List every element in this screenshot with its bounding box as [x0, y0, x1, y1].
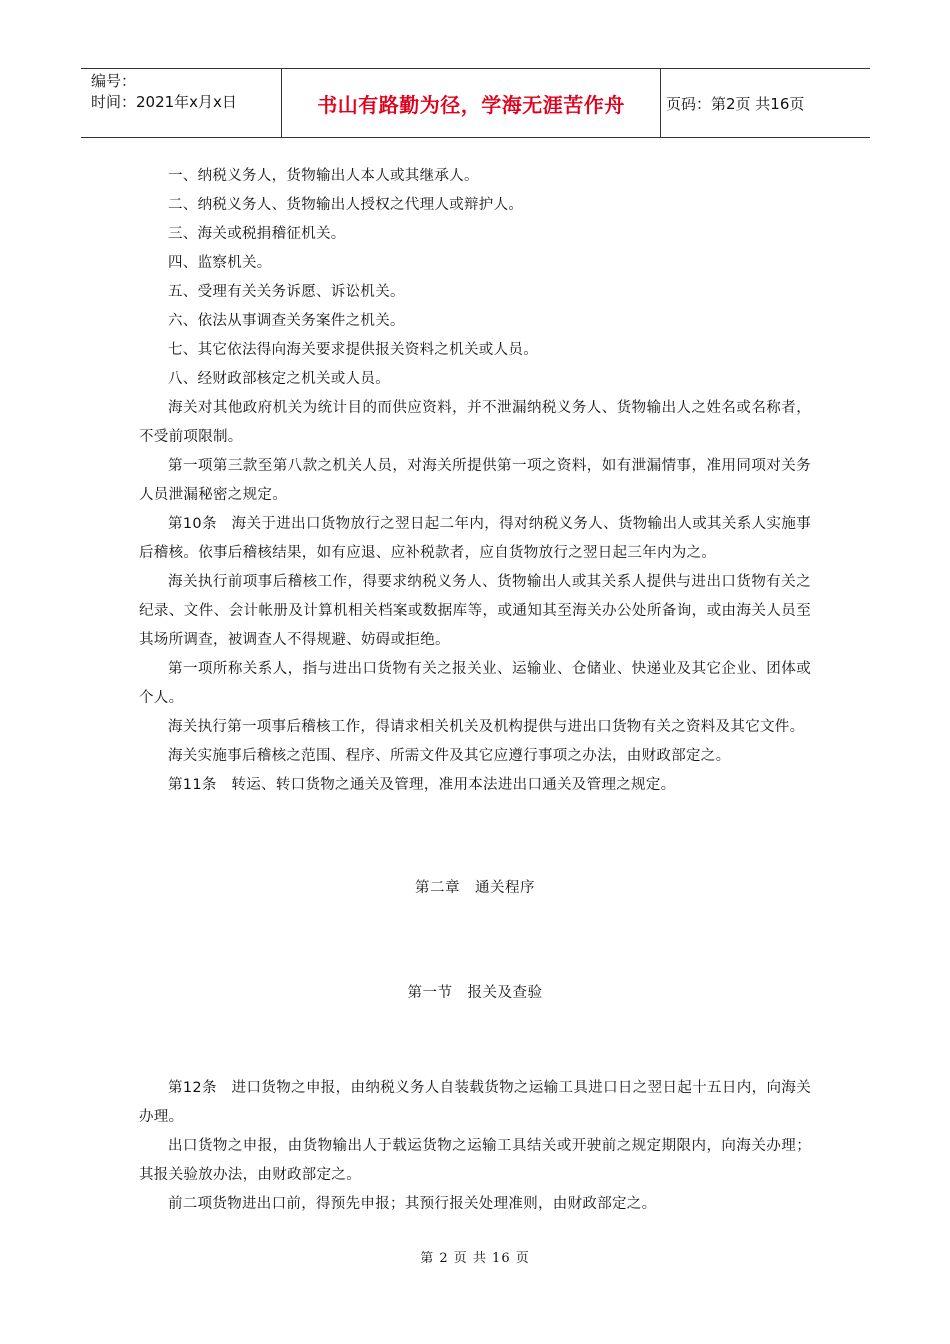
- paragraph: 第一项所称关系人，指与进出口货物有关之报关业、运输业、仓储业、快递业及其它企业、团体或个人。: [139, 661, 811, 706]
- chapter-title: 第二章 通关程序: [415, 880, 535, 896]
- header-motto: 书山有路勤为径，学海无涯苦作舟: [317, 92, 625, 117]
- paragraph: 二、纳税义务人、货物输出人授权之代理人或辩护人。: [168, 197, 524, 213]
- paragraph: 四、监察机关。: [168, 255, 272, 271]
- paragraph: 海关执行前项事后稽核工作，得要求纳税义务人、货物输出人或其关系人提供与进出口货物有关之纪录、文件、会计帐册及计算机相关档案或数据库等，或通知其至海关办公处所备询，或由海关人员至其场所调查，被调查人不得规避、妨碍或拒绝。: [139, 574, 811, 648]
- paragraph: 三、海关或税捐稽征机关。: [168, 226, 346, 242]
- header-motto-cell: [282, 69, 661, 137]
- section-body: [139, 1074, 811, 1219]
- header-meta: [81, 69, 282, 137]
- page-footer: 第 2 页 共 16 页: [420, 1251, 530, 1266]
- paragraph: 七、其它依法得向海关要求提供报关资料之机关或人员。: [168, 342, 538, 358]
- paragraph: 五、受理有关关务诉愿、诉讼机关。: [168, 284, 405, 300]
- header-page-info: 页码：第2页 共16页: [666, 94, 805, 113]
- paragraph: 海关对其他政府机关为统计目的而供应资料，并不泄漏纳税义务人、货物输出人之姓名或名称者，不受前项限制。: [139, 400, 811, 445]
- paragraph: 海关实施事后稽核之范围、程序、所需文件及其它应遵行事项之办法，由财政部定之。: [168, 748, 731, 764]
- article-10: 第10条 海关于进出口货物放行之翌日起二年内，得对纳税义务人、货物输出人或其关系人实施事后稽核。依事后稽核结果，如有应退、应补税款者，应自货物放行之翌日起三年内为之。: [139, 516, 811, 561]
- document-number-label: 编号：: [91, 72, 137, 90]
- paragraph: 前二项货物进出口前，得预先申报；其预行报关处理准则，由财政部定之。: [168, 1196, 657, 1212]
- paragraph: 八、经财政部核定之机关或人员。: [168, 371, 390, 387]
- document-date: 时间：2021年x月x日: [91, 93, 237, 111]
- page-header: [81, 68, 870, 138]
- article-11: 第11条 转运、转口货物之通关及管理，准用本法进出口通关及管理之规定。: [168, 777, 676, 793]
- paragraph: 海关执行第一项事后稽核工作，得请求相关机关及机构提供与进出口货物有关之资料及其它文件。: [168, 719, 805, 735]
- document-body: [139, 162, 811, 800]
- paragraph: 第一项第三款至第八款之机关人员，对海关所提供第一项之资料，如有泄漏情事，准用同项对关务人员泄漏秘密之规定。: [139, 458, 811, 503]
- article-12: 第12条 进口货物之申报，由纳税义务人自装载货物之运输工具进口日之翌日起十五日内，向海关办理。: [139, 1080, 811, 1125]
- paragraph: 六、依法从事调查关务案件之机关。: [168, 313, 405, 329]
- paragraph: 一、纳税义务人，货物输出人本人或其继承人。: [168, 168, 479, 184]
- section-title: 第一节 报关及查验: [407, 985, 543, 1001]
- paragraph: 出口货物之申报，由货物输出人于载运货物之运输工具结关或开驶前之规定期限内，向海关办理；其报关验放办法，由财政部定之。: [139, 1138, 811, 1183]
